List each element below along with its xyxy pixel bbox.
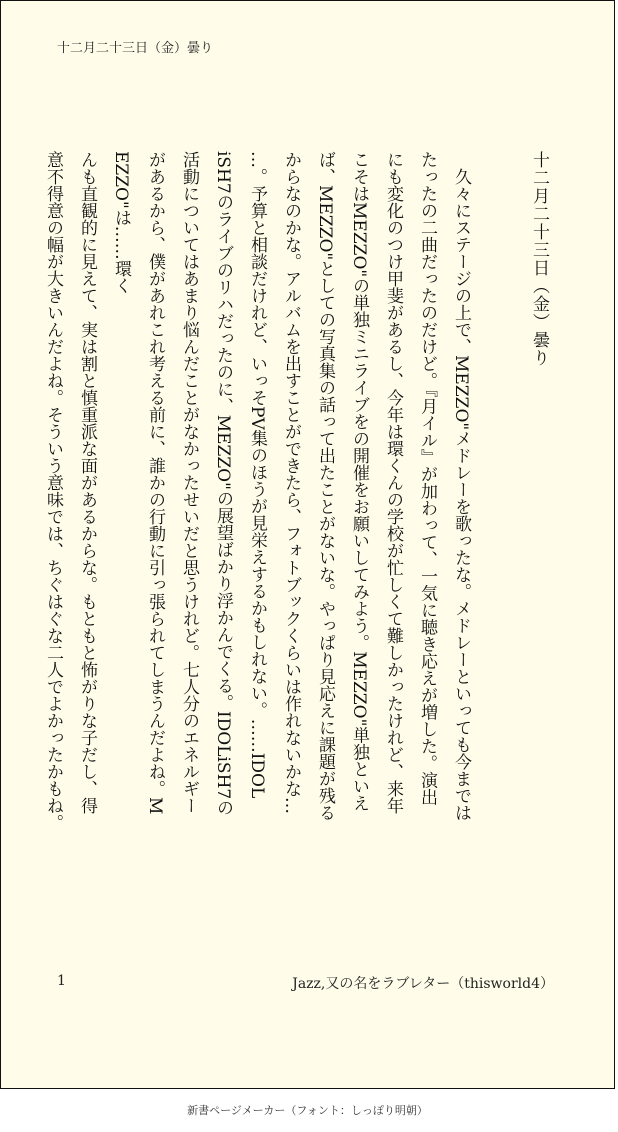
body-line: 久々にステージの上で、MEZZO"メドレーを歌ったな。メドレーといっても今までは <box>451 168 471 822</box>
body-line: 意不得意の幅が大きいんだよね。そういう意味では、ちぐはぐな二人でよかったかもね。 <box>43 151 63 831</box>
running-header: 十二月二十三日（金）曇り <box>57 41 214 56</box>
body-line: にも変化のつけ甲斐があるし、今年は環くんの学校が忙しくて難しかったけれど、来年 <box>383 151 403 814</box>
body-line: iSH7のライブのリハだったのに、MEZZO"の展望ばかり浮かんでくる。IDOLiSH7の <box>213 151 233 817</box>
body-line: EZZO"は……環く <box>111 151 131 294</box>
body-line: があるから、僕があれこれ考える前に、誰かの行動に引っ張られてしまうんだよね。M <box>145 151 165 815</box>
body-line: …。予算と相談だけれど、いっそPV集のほうが見栄えするかもしれない。……IDOL <box>247 151 267 799</box>
page-number: 1 <box>57 973 66 989</box>
body-line: こそはMEZZO"の単独ミニライブをの開催をお願いしてみよう。MEZZO"単独といえ <box>349 151 369 812</box>
body-line: たったの二曲だったのだけど。『月イル』が加わって、一気に聴き応えが増した。演出 <box>417 151 437 806</box>
vertical-text-block <box>36 151 556 931</box>
body-line: 活動についてはあまり悩んだことがなかったせいだと思うけれど。七人分のエネルギー <box>179 151 199 814</box>
body-line: からなのかな。アルバムを出すことができたら、フォトブックくらいは作れないかな… <box>281 151 301 814</box>
chapter-title: 十二月二十三日（金）曇り <box>529 151 549 367</box>
book-title: Jazz,又の名をラブレター（thisworld4） <box>292 976 554 992</box>
generator-caption: 新書ページメーカー（フォント：しっぽり明朝） <box>187 1104 428 1117</box>
body-line: ば、MEZZO"としての写真集の話って出たことがないな。やっぱり見応えに課題が残る <box>315 151 335 822</box>
body-line: んも直観的に見えて、実は割と慎重派な面があるからな。もともと怖がりな子だし、得 <box>77 151 97 814</box>
